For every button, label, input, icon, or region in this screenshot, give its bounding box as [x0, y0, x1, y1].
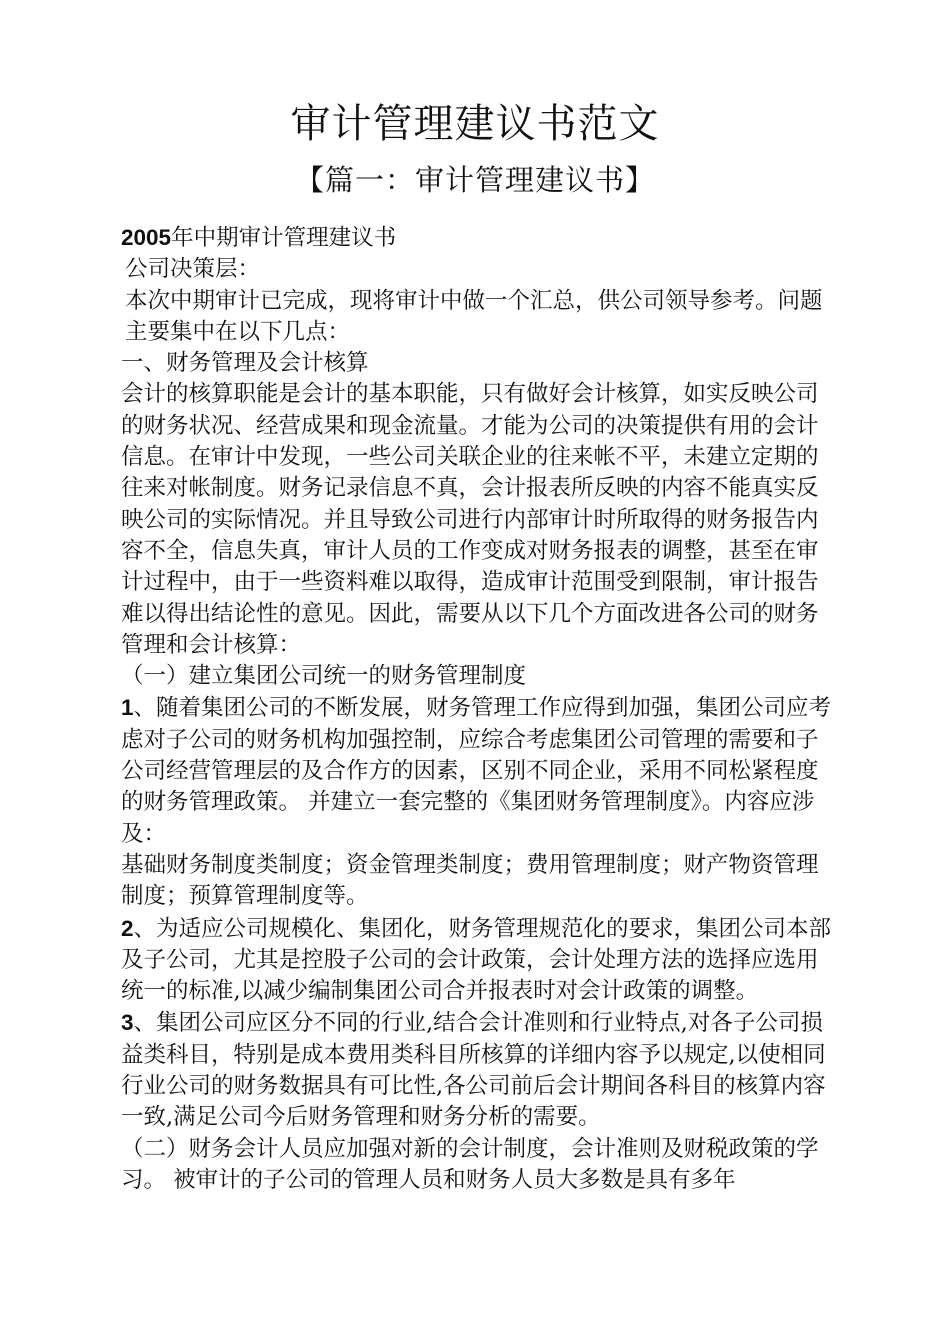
item-2-paragraph — [117, 913, 833, 1008]
report-year: 2005 — [121, 225, 172, 250]
section-heading-1: 一、财务管理及会计核算 — [121, 350, 369, 377]
item-1-paragraph — [117, 692, 833, 849]
item-1-list-paragraph: 基础财务制度类制度；资金管理类制度；费用管理制度；财产物资管理制度；预算管理制度等。 — [121, 851, 819, 910]
report-heading — [117, 222, 833, 254]
document-title: 审计管理建议书范文 — [290, 101, 660, 147]
document-body — [117, 222, 833, 1196]
item-1-text: 、随着集团公司的不断发展，财务管理工作应得到加强，集团公司应考虑对子公司的财务机构加强控制，应综合考虑集团公司管理的需要和子公司经营管理层的及合作方的因素，区别不同企业，采用不同松紧程度的财务管理政策。 并建立一套完整的《集团财务管理制度》。内容应涉及： — [121, 695, 832, 847]
addressee-line: 公司决策层： — [125, 256, 261, 283]
item-2-number: 2 — [121, 915, 134, 941]
section-1-paragraph: 会计的核算职能是会计的基本职能，只有做好会计核算，如实反映公司的财务状况、经营成果和现金流量。才能为公司的决策提供有用的会计信息。在审计中发现，一些公司关联企业的往来帐不平，未建立定期的往来对帐制度。财务记录信息不真，会计报表所反映的内容不能真实反映公司的实际情况。并且导致公司进行内部审计时所取得的财务报告内容不全，信息失真，审计人员的工作变成对财务报表的调整，甚至在审计过程中，由于一些资料难以取得，造成审计范围受到限制，审计报告难以得出结论性的意见。因此，需要从以下几个方面改进各公司的财务管理和会计核算： — [121, 381, 819, 658]
item-1-number: 1 — [121, 695, 134, 721]
subsection-heading-1: （一）建立集团公司统一的财务管理制度 — [121, 663, 527, 690]
item-3-text: 、集团公司应区分不同的行业,结合会计准则和行业特点,对各子公司损益类科目，特别是成本费用类科目所核算的详细内容予以规定,以使相同行业公司的财务数据具有可比性,各公司前后会计期间各科目的核算内容一致,满足公司今后财务管理和财务分析的需要。 — [121, 1010, 826, 1131]
intro-paragraph: 本次中期审计已完成，现将审计中做一个汇总，供公司领导参考。问题主要集中在以下几点： — [125, 287, 823, 345]
item-2-text: 、为适应公司规模化、集团化，财务管理规范化的要求，集团公司本部及子公司，尤其是控股子公司的会计政策，会计处理方法的选择应选用统一的标准,以减少编制集团公司合并报表时对会计政策的调整。 — [121, 915, 832, 1005]
subsection-heading-2: （二）财务会计人员应加强对新的会计制度，会计准则及财税政策的学习。 被审计的子公司的管理人员和财务人员大多数是具有多年 — [121, 1135, 819, 1193]
document-subtitle: 【篇一：审计管理建议书】 — [294, 163, 655, 197]
item-3-number: 3 — [121, 1010, 134, 1036]
item-3-paragraph — [117, 1007, 833, 1133]
report-heading-text: 年中期审计管理建议书 — [171, 225, 397, 251]
